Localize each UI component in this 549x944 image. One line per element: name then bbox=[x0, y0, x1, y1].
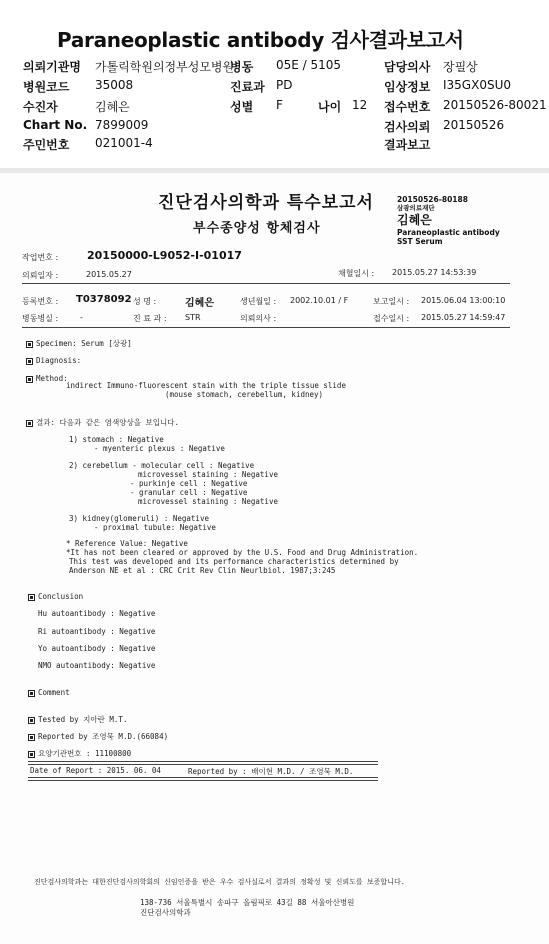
receive-date: 2015.05.27 14:59:47 bbox=[421, 313, 506, 322]
result-microvessel-2: microvessel staining : Negative bbox=[138, 497, 278, 506]
conclusion-hu: Hu autoantibody : Negative bbox=[38, 609, 156, 618]
institution-no: 요양기관번호 : 11100800 bbox=[38, 749, 132, 758]
collect-date: 2015.05.27 14:53:39 bbox=[392, 268, 477, 277]
birth: 2002.10.01 / F bbox=[290, 296, 349, 305]
row-label: 수진자 bbox=[23, 100, 58, 114]
tested-by: Tested by 지아란 M.T. bbox=[38, 715, 128, 724]
rule bbox=[22, 327, 510, 328]
reported-by: Reported by 조영묵 M.D.(66084) bbox=[38, 732, 169, 741]
reported-by-footer: Reported by : 배이현 M.D. / 조영묵 M.D. bbox=[188, 767, 354, 776]
row-value: 021001-4 bbox=[95, 136, 153, 150]
tested-row bbox=[28, 714, 127, 725]
comment-row bbox=[28, 688, 70, 697]
result-granular: - granular cell : Negative bbox=[130, 488, 248, 497]
label-tube: SST Serum bbox=[397, 237, 443, 246]
row-label: 의뢰기관명 bbox=[23, 60, 81, 74]
row-label: 진료과 bbox=[230, 80, 265, 94]
report-title: 진단검사의학과 특수보고서 bbox=[158, 193, 374, 213]
report-subtitle: 부수종양성 항체검사 bbox=[193, 221, 321, 236]
result-myenteric: - myenteric plexus : Negative bbox=[94, 444, 225, 453]
date-of-report: Date of Report : 2015. 06. 04 bbox=[30, 766, 161, 775]
disclaimer-line-2: This test was developed and its performance characteristics determined by bbox=[69, 557, 399, 566]
row-value: 35008 bbox=[95, 78, 134, 92]
row-value: F bbox=[276, 98, 283, 112]
result-row bbox=[26, 417, 179, 428]
result-tubule: - proximal tubule: Negative bbox=[94, 523, 216, 532]
row-value: 05E / 5105 bbox=[276, 58, 342, 72]
diagnosis: Diagnosis: bbox=[36, 356, 82, 365]
label-test: Paraneoplastic antibody bbox=[397, 228, 500, 237]
specimen-label bbox=[397, 195, 500, 246]
bullet-icon bbox=[26, 376, 33, 383]
row-value: 20150526-80021 bbox=[443, 98, 547, 112]
specimen: Specimen: Serum [상광] bbox=[36, 339, 132, 348]
method-line-2: (mouse stomach, cerebellum, kidney) bbox=[165, 390, 324, 399]
row-value: I35GX0SU0 bbox=[443, 78, 511, 92]
method-label: Method: bbox=[36, 374, 68, 383]
request-date: 2015.05.27 bbox=[86, 270, 132, 279]
label-lab: 삼광의료재단 bbox=[397, 204, 435, 212]
row-label: 병동 bbox=[230, 60, 254, 74]
result-cerebellum: 2) cerebellum - molecular cell : Negative bbox=[69, 461, 255, 470]
row-value: 12 bbox=[352, 98, 368, 112]
lab-address: 138-736 서울특별시 송파구 올림픽로 43길 88 서울아산병원 bbox=[140, 898, 355, 907]
conclusion-nmo: NMO autoantibody: Negative bbox=[38, 661, 156, 670]
bullet-icon bbox=[28, 717, 35, 724]
result-intro: 결과: 다음과 같은 염색양상을 보입니다. bbox=[36, 418, 180, 427]
reg-label: 등록번호 : bbox=[22, 297, 59, 306]
bullet-icon bbox=[28, 751, 35, 758]
report-date-label: 보고일시 : bbox=[373, 297, 410, 306]
reference-value: * Reference Value: Negative bbox=[66, 539, 188, 548]
bullet-icon bbox=[26, 420, 33, 427]
method-line-1: indirect Immuno-fluorescent stain with the triple tissue slide bbox=[66, 381, 346, 390]
ward-label: 병동병실 : bbox=[22, 314, 59, 323]
scanned-report bbox=[0, 173, 549, 944]
row-label: 담당의사 bbox=[384, 60, 431, 74]
lab-department: 진단검사의학과 bbox=[140, 908, 191, 917]
specimen-row bbox=[26, 338, 132, 349]
receive-label: 접수일시 : bbox=[373, 314, 410, 323]
result-microvessel-1: microvessel staining : Negative bbox=[138, 470, 278, 479]
row-label: 병원코드 bbox=[23, 80, 70, 94]
disclaimer-line-1: *It has not been cleared or approved by the U.S. Food and Drug Administration. bbox=[66, 548, 419, 557]
dept: STR bbox=[185, 313, 201, 322]
work-no: 20150000-L9052-I-01017 bbox=[87, 249, 242, 262]
work-no-label: 작업번호 : bbox=[22, 253, 59, 262]
result-purkinje: - purkinje cell : Negative bbox=[130, 479, 248, 488]
ward: - bbox=[80, 313, 83, 322]
collect-label: 채혈일시 : bbox=[338, 269, 375, 278]
row-label: 주민번호 bbox=[23, 138, 70, 152]
certification-note: 진단검사의학과는 대한진단검사의학회의 신임인증을 받은 우수 검사실로서 결과의 정확성 및 신뢰도를 보증합니다. bbox=[34, 878, 405, 886]
row-label: 성별 bbox=[230, 100, 254, 114]
row-label: 임상정보 bbox=[384, 80, 431, 94]
row-value: 김혜은 bbox=[95, 100, 130, 114]
birth-label: 생년월일 : bbox=[240, 297, 277, 306]
reported-row bbox=[28, 731, 168, 742]
bullet-icon bbox=[28, 690, 35, 697]
document-title: Paraneoplastic antibody 검사결과보고서 bbox=[57, 28, 464, 52]
row-label: 접수번호 bbox=[384, 100, 431, 114]
disclaimer-line-3: Anderson NE et al : CRC Crit Rev Clin Neurlbiol. 1987;3:245 bbox=[69, 566, 336, 575]
bullet-icon bbox=[26, 341, 33, 348]
inst-row bbox=[28, 748, 131, 759]
label-patient: 김혜은 bbox=[397, 213, 432, 227]
conclusion-yo: Yo autoantibody : Negative bbox=[38, 644, 156, 653]
reg-no: T0378092 bbox=[76, 294, 132, 305]
result-stomach: 1) stomach : Negative bbox=[69, 435, 164, 444]
conclusion-row bbox=[28, 592, 83, 601]
row-value: 가톨릭학원의정부성모병원 bbox=[95, 60, 235, 74]
bullet-icon bbox=[26, 358, 33, 365]
rule bbox=[22, 283, 510, 284]
row-value: 7899009 bbox=[95, 118, 149, 132]
patient-name: 김혜은 bbox=[185, 298, 214, 309]
double-rule bbox=[28, 777, 378, 781]
bullet-icon bbox=[28, 594, 35, 601]
row-label: 검사의뢰 bbox=[384, 120, 431, 134]
row-value: 장필상 bbox=[443, 60, 478, 74]
row-value: PD bbox=[276, 78, 293, 92]
label-accession: 20150526-80188 bbox=[397, 195, 468, 204]
report-date: 2015.06.04 13:00:10 bbox=[421, 296, 506, 305]
method-row bbox=[26, 374, 68, 383]
dept-label: 진 료 과 : bbox=[133, 314, 167, 323]
comment-heading: Comment bbox=[38, 688, 70, 697]
row-label: 결과보고 bbox=[384, 138, 431, 152]
row-label: Chart No. bbox=[23, 118, 88, 132]
result-kidney: 3) kidney(glomeruli) : Negative bbox=[69, 514, 209, 523]
conclusion-ri: Ri autoantibody : Negative bbox=[38, 627, 156, 636]
diagnosis-row bbox=[26, 356, 81, 365]
row-label: 나이 bbox=[318, 100, 342, 114]
double-rule bbox=[28, 761, 378, 765]
name-label: 성 명 : bbox=[133, 297, 157, 306]
row-value: 20150526 bbox=[443, 118, 505, 132]
conclusion-heading: Conclusion bbox=[38, 592, 84, 601]
bullet-icon bbox=[28, 734, 35, 741]
doctor-label: 의뢰의사 : bbox=[240, 314, 277, 323]
request-date-label: 의뢰일자 : bbox=[22, 271, 59, 280]
